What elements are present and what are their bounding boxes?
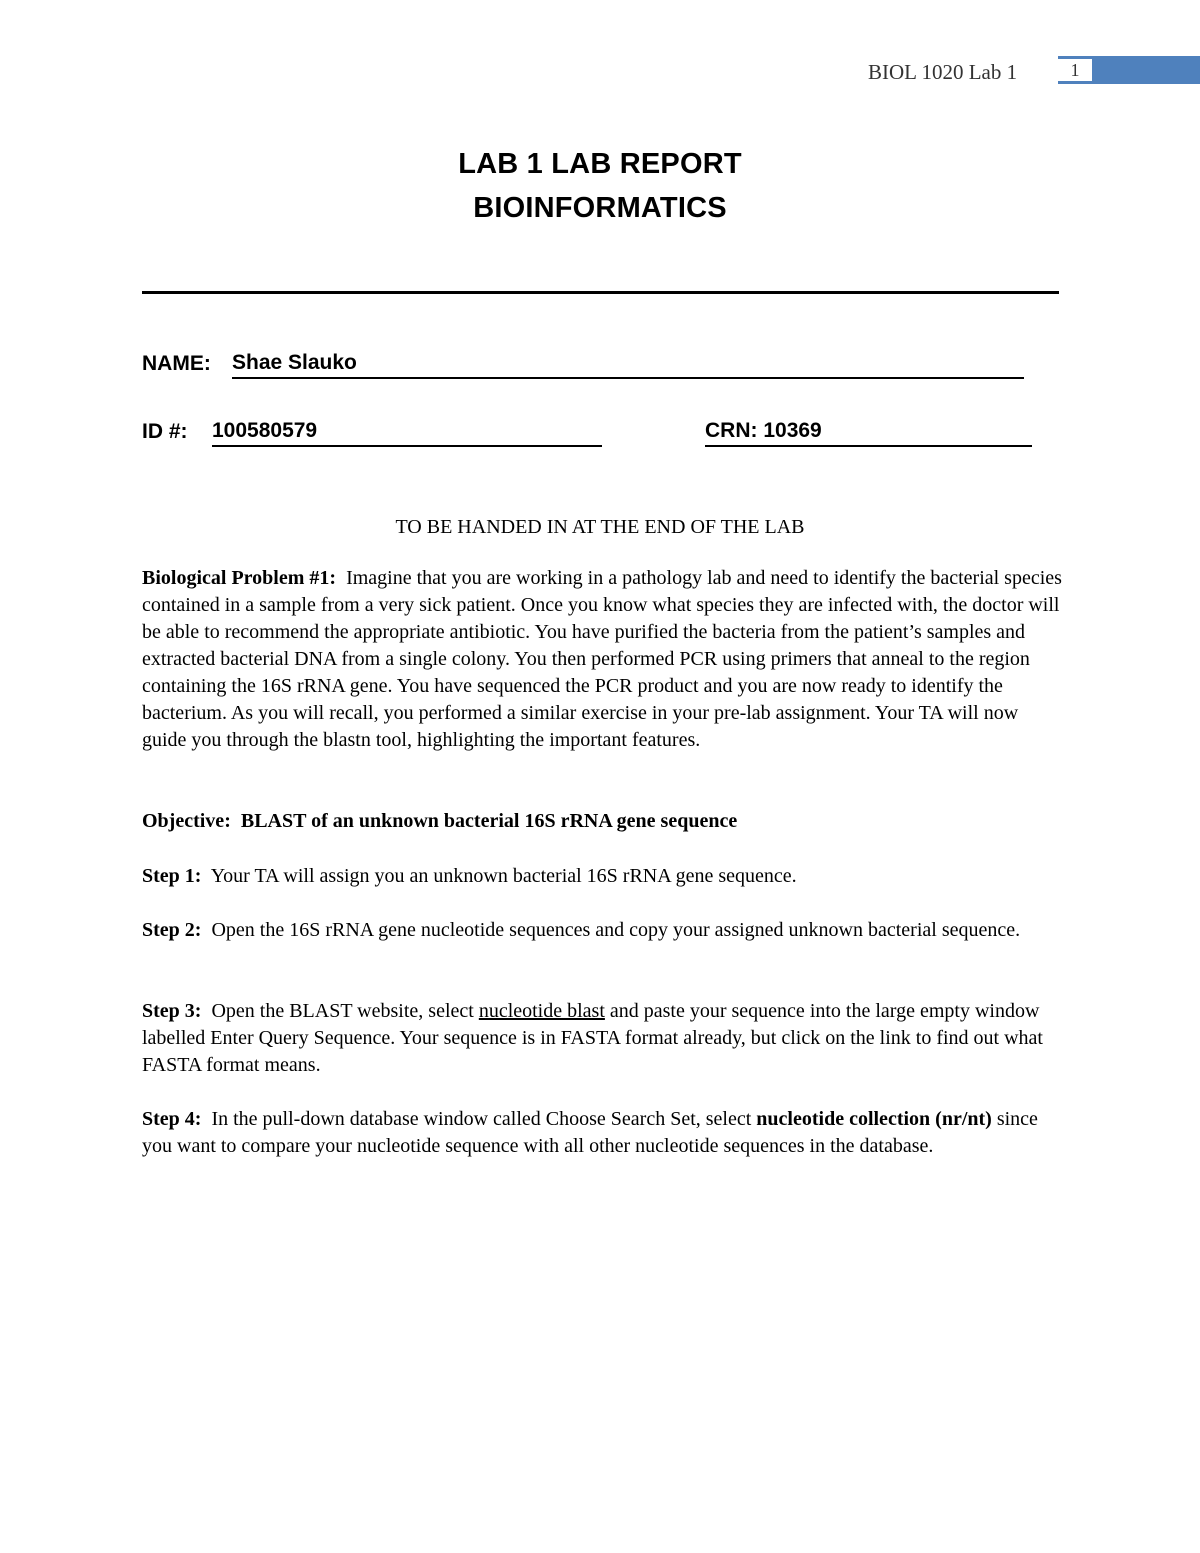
step-1 (142, 863, 1062, 890)
step-1-text: Your TA will assign you an unknown bacterial 16S rRNA gene sequence. (210, 865, 797, 887)
id-value: 100580579 (212, 419, 318, 442)
handin-heading: TO BE HANDED IN AT THE END OF THE LAB (395, 516, 805, 538)
step-4-bold: nucleotide collection (nr/nt) (756, 1108, 992, 1130)
crn-label: CRN: (705, 419, 758, 442)
biological-problem (142, 565, 1062, 754)
name-label: NAME: (142, 352, 211, 375)
nucleotide-blast-link[interactable]: nucleotide blast (478, 1000, 605, 1022)
id-label: ID #: (142, 420, 188, 443)
step-2 (142, 917, 1062, 944)
problem-label: Biological Problem #1: (142, 567, 337, 589)
step-3-text-after: and paste your sequence into the large empty window labelled Enter Query Sequence. Your sequence is in FASTA format already, but click on the link to find out what FASTA format means. (142, 1000, 1043, 1076)
step-3-label: Step 3: (142, 1000, 202, 1022)
title-divider (142, 291, 1059, 294)
step-4-label: Step 4: (142, 1108, 202, 1130)
report-subtitle: BIOINFORMATICS (473, 192, 727, 224)
objective-label: Objective: (142, 810, 231, 832)
step-4 (142, 1106, 1062, 1160)
step-3 (142, 998, 1062, 1079)
page-number-tab (1058, 56, 1200, 84)
step-2-text: Open the 16S rRNA gene nucleotide sequences and copy your assigned unknown bacterial sequence. (211, 919, 1021, 941)
report-title: LAB 1 LAB REPORT (458, 148, 742, 180)
step-4-text-before: In the pull-down database window called Choose Search Set, select (211, 1108, 757, 1130)
step-2-label: Step 2: (142, 919, 202, 941)
running-header: BIOL 1020 Lab 1 (868, 60, 1018, 84)
crn-value: 10369 (763, 419, 822, 442)
step-3-text-before: Open the BLAST website, select (211, 1000, 479, 1022)
problem-text: Imagine that you are working in a pathology lab and need to identify the bacterial species contained in a sample from a very sick patient. Once you know what species they are infected with, the doctor will be able to recommend the appropriate antibiotic. You have purified the bacteria from the patient’s samples and extracted bacterial DNA from a single colony. You then performed PCR using primers that anneal to the region containing the 16S rRNA gene. You have sequenced the PCR product and you are now ready to identify the bacterium. As you will recall, you performed a similar exercise in your pre-lab assignment. Your TA will now guide you through the blastn tool, highlighting the important features. (142, 567, 1062, 751)
step-1-label: Step 1: (142, 865, 202, 887)
objective (142, 808, 1062, 835)
crn-field (705, 419, 1032, 447)
page-number: 1 (1058, 59, 1092, 81)
step-4-text-after: since you want to compare your nucleotide sequence with all other nucleotide sequences in the database. (142, 1108, 1038, 1157)
name-value: Shae Slauko (232, 351, 357, 374)
id-field (212, 419, 602, 447)
objective-text: BLAST of an unknown bacterial 16S rRNA gene sequence (240, 810, 738, 832)
name-field (232, 351, 1024, 379)
